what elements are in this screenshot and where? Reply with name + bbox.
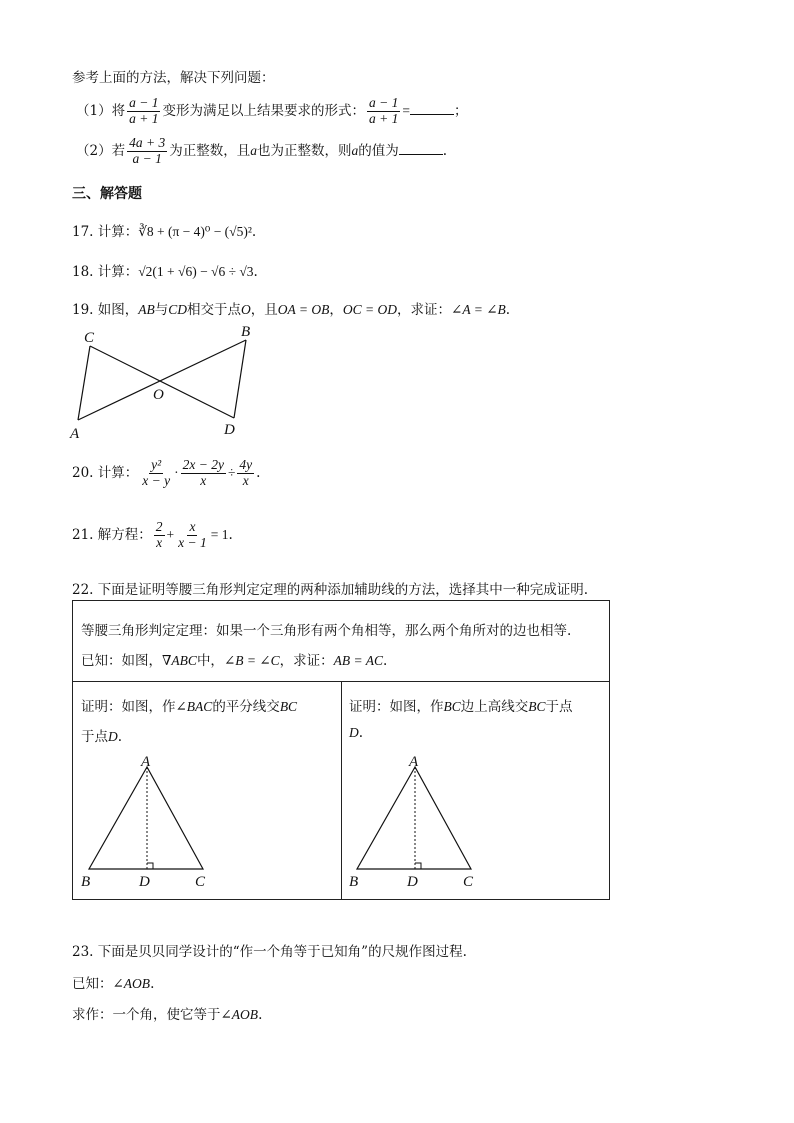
label-d: D [407,874,418,890]
p20-fraction-2: $\frac{2x - 2y}{x}$ [182,457,224,488]
triangle-figure-right [347,753,487,893]
label-a: A [409,754,419,770]
label-c: C [195,874,206,890]
p17-expression: ∛8 + (π − 4)⁰ − (√5)² [138,224,252,239]
proof-table [72,600,610,900]
label-a: A [70,426,80,442]
triangle-abc [357,767,471,869]
segment-bd [234,340,246,418]
label-o: O [153,387,164,403]
triangle-figure-left [79,753,219,893]
triangle-abc [89,767,203,869]
known-condition: 已知：如图，∇ABC中，∠B = ∠C，求证：AB = AC. [81,653,388,669]
label-b: B [81,874,91,890]
label-d: D [139,874,150,890]
p18-expression: √2(1 + √6) − √6 ÷ √3 [138,264,254,279]
segment-ca [78,346,90,420]
label-c: C [84,330,95,346]
q2-fraction: $\frac{4a + 3}{a - 1}$ [129,135,166,166]
p20-fraction-3: $\frac{4y}{x}$ [239,457,253,488]
problem-23-intro: 23. 下面是贝贝同学设计的“作一个角等于已知角”的尺规作图过程. [72,944,467,960]
proof-left-line1: 证明：如图，作∠BAC的平分线交BC [81,699,298,715]
section-heading: 三、解答题 [72,186,142,202]
right-angle-mark [415,863,421,869]
p21-fraction-1: $\frac{2}{x}$ [155,519,163,550]
q1-answer-blank[interactable] [410,101,454,115]
table-divider-v [341,681,342,899]
q1-fraction: $\frac{a - 1}{a + 1}$ [129,95,159,126]
question-1: （1）将 $\frac{a - 1}{a + 1}$ 变形为满足以上结果要求的形式： $\frac{a - 1}{a + 1}$ = ； [76,95,468,126]
problem-19: 19. 如图，AB与CD相交于点O，且OA = OB，OC = OD，求证：∠A = ∠B. [72,302,511,318]
proof-left-line2: 于点D. [81,729,123,745]
right-angle-mark [147,863,153,869]
label-b: B [241,324,251,340]
label-c: C [463,874,474,890]
problem-20: 20. 计算： $\frac{\text{y²}}{x - y}$ · $\frac{2x - 2y}{x}$ ÷ $\frac{4y}{x}$ . [72,457,261,488]
problem-23-known: 已知：∠AOB. [72,976,155,992]
proof-right-line1: 证明：如图，作BC边上高线交BC于点 [349,699,573,715]
q1-fraction-2: $\frac{a - 1}{a + 1}$ [368,95,399,126]
problem-18: 18. 计算：√2(1 + √6) − √6 ÷ √3. [72,264,258,280]
segment-cd [90,346,234,418]
question-2: （2）若 $\frac{4a + 3}{a - 1}$ 为正整数，且a也为正整数，则a的值为 . [76,135,448,166]
p21-fraction-2: $\frac{x}{x - 1}$ [178,519,207,550]
label-a: A [141,754,151,770]
q1-text: 变形为满足以上结果要求的形式： [162,102,365,119]
problem-17: 17. 计算：∛8 + (π − 4)⁰ − (√5)². [72,224,257,240]
bowtie-figure [66,322,266,444]
label-b: B [349,874,359,890]
q2-answer-blank[interactable] [399,141,443,155]
problem-23-task: 求作：一个角，使它等于∠AOB. [72,1007,263,1023]
problem-22-intro: 22. 下面是证明等腰三角形判定定理的两种添加辅助线的方法，选择其中一种完成证明. [72,582,589,598]
label-d: D [224,422,235,438]
intro-text: 参考上面的方法，解决下列问题： [72,70,275,86]
q1-prefix: （1）将 [76,102,126,119]
p20-fraction-1: $\frac{\text{y²}}{x - y}$ [142,457,171,488]
theorem-text: 等腰三角形判定定理：如果一个三角形有两个角相等，那么两个角所对的边也相等. [81,623,572,639]
proof-right-line2: D. [349,725,364,741]
problem-21: 21. 解方程： $\frac{2}{x}$ + $\frac{x}{x - 1}$ = 1. [72,519,233,550]
